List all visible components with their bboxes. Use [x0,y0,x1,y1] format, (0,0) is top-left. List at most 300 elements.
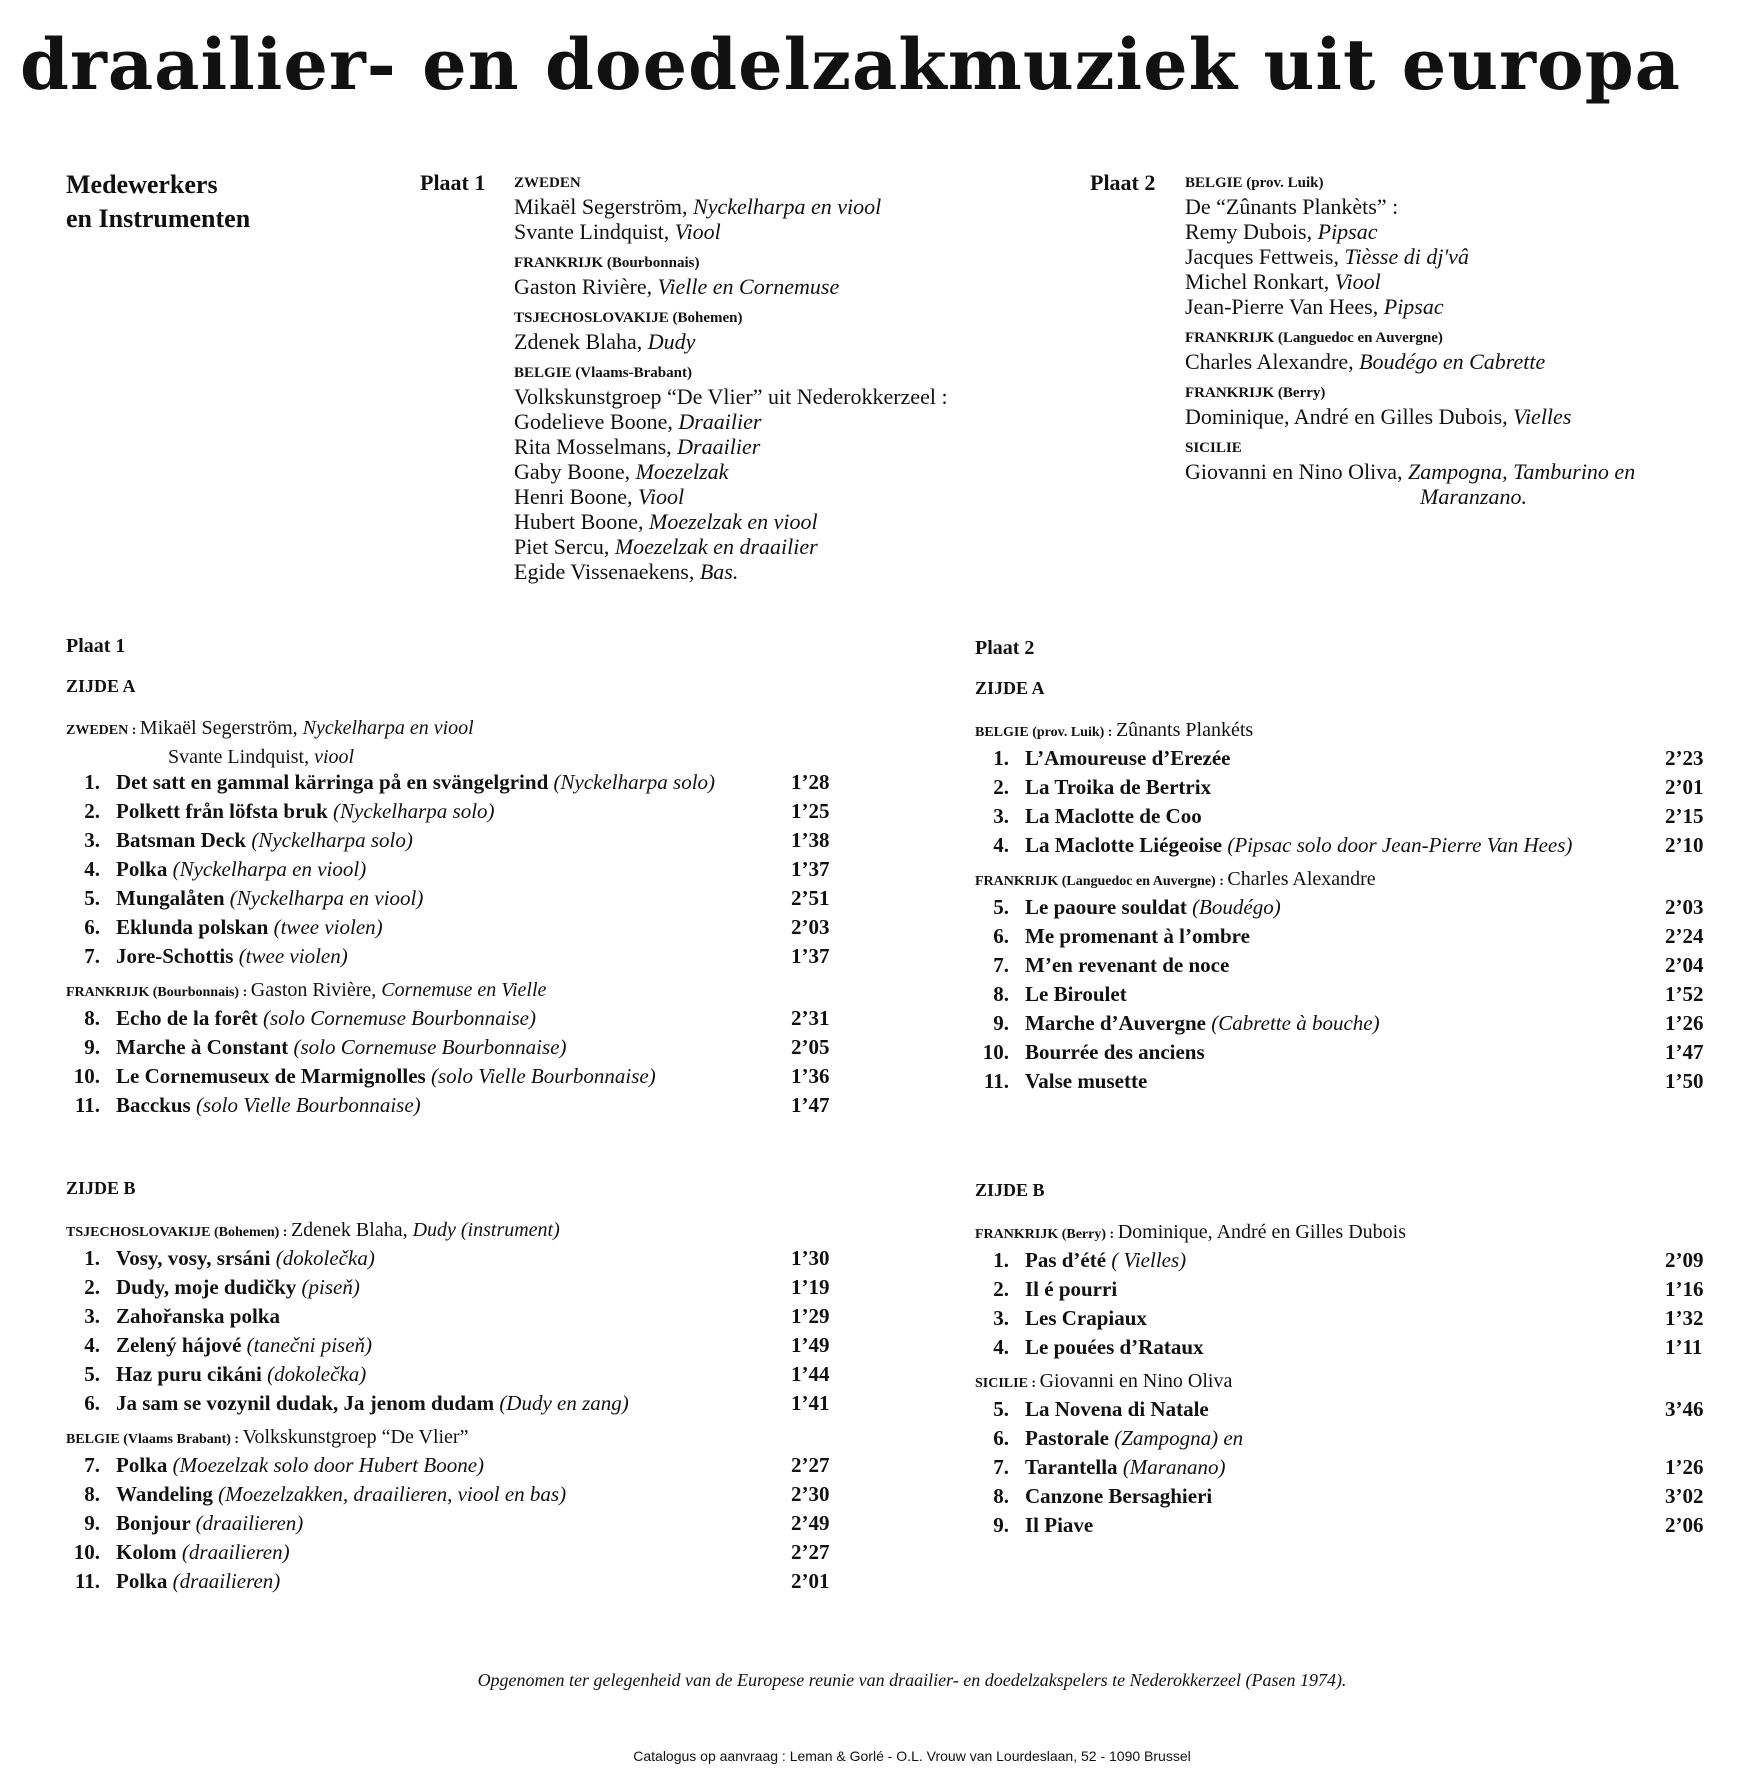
track-number: 10. [73,1064,100,1088]
group-performer: Giovanni en Nino Oliva [1039,1370,1233,1392]
track-duration: 2’27 [791,1540,830,1564]
group-heading [66,1424,866,1453]
track-number: 4. [993,833,1009,857]
track-name: Echo de la forêt [116,1006,263,1030]
group-instrument: viool [314,746,355,768]
track-name: Polka [116,1453,173,1477]
track-title [1025,1397,1209,1422]
credit-group [514,252,1054,299]
credit-group [514,172,1054,244]
track-row [975,1277,1744,1306]
credit-line [514,459,1054,484]
track-row [975,1306,1744,1335]
credit-instrument: Zampogna, Tamburino en [1408,459,1636,484]
track-name: Il é pourri [1025,1277,1118,1301]
credit-instrument: Vielle en Cornemuse [657,274,840,299]
credit-instrument: Moezelzak en viool [649,509,818,534]
track-title [116,1482,566,1507]
track-name: Jore-Schottis [116,944,239,968]
track-instrument: (draailieren) [172,1569,281,1593]
track-title [116,1275,360,1300]
credit-country: BELGIE (prov. Luik) [1185,175,1324,191]
credit-name: Remy Dubois, [1185,219,1318,244]
track-duration: 2’10 [1665,833,1704,857]
track-name: Zahořanska polka [116,1304,280,1328]
track-number: 10. [982,1040,1009,1064]
credit-name: Hubert Boone, [514,509,650,534]
track-title [1025,1248,1186,1273]
track-number: 1. [84,1246,100,1270]
group-performer: Zdenek Blaha, [290,1219,413,1241]
track-duration: 2’03 [1665,895,1704,919]
track-title [116,799,495,824]
track-row [66,886,866,915]
track-row [975,953,1744,982]
track-duration: 3’02 [1665,1484,1704,1508]
track-title [116,1362,366,1387]
group-country: FRANKRIJK (Berry) : [975,1227,1118,1242]
credit-line-continued: Maranzano. [1420,484,1527,509]
track-row [975,1513,1744,1542]
plaat1-side-b [66,1178,866,1598]
group-instrument: Nyckelharpa en viool [302,717,474,739]
track-title [116,1453,484,1478]
credit-instrument: Viool [674,219,721,244]
side-label: ZIJDE B [975,1180,1045,1200]
recording-note: Opgenomen ter gelegenheid van de Europese reunie van draailier- en doedelzakspelers te Nederokkerzeel (Pasen 1974). [477,1670,1347,1690]
track-number: 9. [84,1511,100,1535]
track-duration: 1’44 [791,1362,830,1386]
track-row [66,1362,866,1391]
credit-name: Mikaël Segerström, [514,194,694,219]
track-number: 7. [84,944,100,968]
credit-line [1185,219,1705,244]
credit-instrument: Bas. [699,559,739,584]
group-performer: Charles Alexandre [1227,868,1376,890]
track-row [975,1011,1744,1040]
track-row [66,1511,866,1540]
credit-name: Jacques Fettweis, [1185,244,1345,269]
track-title [116,915,383,940]
track-number: 8. [993,982,1009,1006]
track-row [66,1275,866,1304]
credit-group [1185,437,1705,484]
track-number: 9. [993,1011,1009,1035]
track-number: 4. [84,857,100,881]
track-name: Marche à Constant [116,1035,294,1059]
track-name: Il Piave [1025,1513,1094,1537]
group-country: FRANKRIJK (Languedoc en Auvergne) : [975,874,1228,889]
credit-line [1185,459,1705,484]
group-performer: Dominique, André en Gilles Dubois [1117,1221,1406,1243]
track-number: 8. [84,1482,100,1506]
credit-name: Zdenek Blaha, [514,329,648,354]
group-performer: Volkskunstgroep “De Vlier” [242,1426,469,1448]
track-row [66,944,866,973]
credit-line [514,534,1054,559]
track-instrument: (solo Cornemuse Bourbonnaise) [262,1006,536,1030]
credit-line [514,434,1054,459]
credit-line [514,484,1054,509]
track-number: 11. [983,1069,1009,1093]
group-heading [66,715,866,744]
track-name: Marche d’Auvergne [1025,1011,1212,1035]
track-title [1025,982,1127,1007]
track-instrument: (Nyckelharpa solo) [333,799,495,823]
track-duration: 2’04 [1665,953,1704,977]
group-country: FRANKRIJK (Bourbonnais) : [66,985,251,1000]
track-row [66,828,866,857]
credit-name: Rita Mosselmans, [514,434,678,459]
track-number: 4. [84,1333,100,1357]
track-row [66,1453,866,1482]
track-title [116,1064,656,1089]
track-title [1025,1513,1093,1538]
credit-name: Godelieve Boone, [514,409,679,434]
group-performer: Mikaël Segerström, [139,717,303,739]
track-number: 10. [73,1540,100,1564]
track-duration: 1’19 [791,1275,830,1299]
track-title [1025,895,1281,920]
track-number: 1. [993,746,1009,770]
catalog-note: Catalogus op aanvraag : Leman & Gorlé - O.L. Vrouw van Lourdeslaan, 52 - 1090 Brussel [633,1748,1191,1764]
track-name: Bacckus [116,1093,196,1117]
track-name: Pastorale [1025,1426,1115,1450]
track-title [116,1391,629,1416]
group-country: BELGIE (Vlaams Brabant) : [66,1432,243,1447]
track-duration: 2’24 [1665,924,1704,948]
side-label: ZIJDE A [66,676,136,696]
track-number: 2. [84,799,100,823]
track-title [116,1006,536,1031]
track-instrument: (solo Cornemuse Bourbonnaise) [293,1035,567,1059]
track-row [975,804,1744,833]
track-name: M’en revenant de noce [1025,953,1230,977]
track-row [66,1093,866,1122]
track-title [1025,953,1229,978]
track-number: 5. [84,886,100,910]
track-title [116,1511,303,1536]
credit-instrument: Pipsac [1383,294,1444,319]
track-title [1025,1040,1205,1065]
track-row [66,1304,866,1333]
track-instrument: (Nyckelharpa en viool) [229,886,424,910]
side-label: ZIJDE B [66,1178,136,1198]
track-duration: 2’05 [791,1035,830,1059]
credits-plaat2-list [1185,172,1705,509]
track-instrument: (twee violen) [273,915,383,939]
group-heading [975,1219,1744,1248]
track-row [975,1426,1744,1455]
track-duration: 1’11 [1665,1335,1703,1359]
credit-line [514,559,1054,584]
track-name: Tarantella [1025,1455,1123,1479]
track-row [66,1391,866,1420]
credit-instrument: Moezelzak [635,459,729,484]
track-duration: 1’38 [791,828,830,852]
track-title [1025,1277,1117,1302]
track-title [1025,1069,1147,1094]
group-country: ZWEDEN : [66,723,140,738]
track-title [116,886,423,911]
track-row [975,982,1744,1011]
credit-name: Giovanni en Nino Oliva, [1185,459,1409,484]
track-name: Canzone Bersaghieri [1025,1484,1213,1508]
track-duration: 1’37 [791,857,830,881]
track-title [116,1035,567,1060]
track-title [116,944,348,969]
track-row [66,1006,866,1035]
track-title [116,1569,280,1594]
track-name: Vosy, vosy, srsáni [116,1246,276,1270]
credit-instrument: Viool [638,484,685,509]
track-instrument: (Zampogna) en [1114,1426,1244,1450]
track-name: Mungalåten [116,886,230,910]
credits-plaat1-label: Plaat 1 [420,170,486,195]
credit-instrument: Pipsac [1317,219,1378,244]
track-instrument: (Moezelzak solo door Hubert Boone) [172,1453,485,1477]
track-name: Me promenant à l’ombre [1025,924,1250,948]
credit-name: Piet Sercu, [514,534,615,559]
plaat-label: Plaat 2 [975,637,1035,659]
credit-country: TSJECHOSLOVAKIJE (Bohemen) [514,310,743,326]
track-number: 1. [993,1248,1009,1272]
track-instrument: (Nyckelharpa solo) [251,828,413,852]
track-duration: 2’27 [791,1453,830,1477]
track-number: 6. [993,924,1009,948]
track-duration: 2’30 [791,1482,830,1506]
track-instrument: (draailieren) [181,1540,290,1564]
credit-line [514,194,1054,219]
track-row [975,1248,1744,1277]
group-heading [66,1217,866,1246]
track-instrument: (draailieren) [195,1511,304,1535]
track-duration: 1’26 [1665,1455,1704,1479]
track-number: 8. [993,1484,1009,1508]
track-duration: 1’49 [791,1333,830,1357]
group-instrument: Dudy (instrument) [412,1219,560,1241]
track-name: Polka [116,1569,173,1593]
track-duration: 1’47 [1665,1040,1704,1064]
credit-group [1185,172,1705,319]
track-row [975,1040,1744,1069]
track-duration: 1’47 [791,1093,830,1117]
track-title [116,857,366,882]
track-name: La Novena di Natale [1025,1397,1209,1421]
track-row [66,1246,866,1275]
group-heading [975,1368,1744,1397]
track-instrument: (Pipsac solo door Jean-Pierre Van Hees) [1227,833,1573,857]
track-duration: 1’32 [1665,1306,1704,1330]
credit-line [514,274,1054,299]
track-duration: 1’52 [1665,982,1704,1006]
track-duration: 2’06 [1665,1513,1704,1537]
track-row [66,1482,866,1511]
credit-line [1185,349,1705,374]
track-row [66,1035,866,1064]
side-label: ZIJDE A [975,678,1045,698]
credit-instrument: Viool [1334,269,1381,294]
credit-name: Gaby Boone, [514,459,636,484]
track-name: Ja sam se vozynil dudak, Ja jenom dudam [116,1391,500,1415]
track-instrument: (Maranano) [1122,1455,1226,1479]
track-number: 7. [993,1455,1009,1479]
credit-line [514,384,1054,409]
track-number: 7. [993,953,1009,977]
track-instrument: (Nyckelharpa solo) [553,770,716,794]
track-name: Le Cornemuseux de Marmignolles [116,1064,431,1088]
group-country: TSJECHOSLOVAKIJE (Bohemen) : [66,1225,291,1240]
track-row [66,799,866,828]
track-instrument: (twee violen) [238,944,348,968]
plaat1-side-a [66,634,866,1122]
credits-plaat2-label: Plaat 2 [1090,170,1156,195]
credit-name: De “Zûnants Plankèts” : [1185,194,1399,219]
track-name: La Maclotte de Coo [1025,804,1202,828]
track-name: Bourrée des anciens [1025,1040,1205,1064]
credit-country: FRANKRIJK (Berry) [1185,385,1326,401]
credit-instrument: Draailier [677,434,761,459]
track-row [975,895,1744,924]
track-number: 5. [84,1362,100,1386]
track-row [975,1069,1744,1098]
track-row [66,915,866,944]
track-duration: 2’49 [791,1511,830,1535]
credit-group [1185,327,1705,374]
credit-country: FRANKRIJK (Bourbonnais) [514,255,700,271]
track-row [975,924,1744,953]
track-row [66,1540,866,1569]
group-performer: Zûnants Plankéts [1115,719,1254,741]
track-title [1025,775,1211,800]
group-country: BELGIE (prov. Luik) : [975,725,1116,740]
track-row [975,1397,1744,1426]
track-duration: 1’16 [1665,1277,1704,1301]
track-title [116,1246,375,1271]
track-title [116,828,413,853]
track-duration: 1’29 [791,1304,830,1328]
track-row [975,746,1744,775]
track-number: 6. [84,915,100,939]
credit-name: Egide Vissenaekens, [514,559,700,584]
track-duration: 2’23 [1665,746,1704,770]
track-number: 5. [993,1397,1009,1421]
track-row [66,857,866,886]
track-number: 6. [84,1391,100,1415]
plaat2-side-a [975,636,1744,1098]
track-name: Les Crapiaux [1025,1306,1147,1330]
track-name: Polka [116,857,173,881]
credit-name: Svante Lindquist, [514,219,675,244]
track-row [975,1335,1744,1364]
track-duration: 2’01 [1665,775,1704,799]
credit-line [1185,269,1705,294]
track-title [1025,746,1231,771]
credit-country: ZWEDEN [514,175,581,191]
track-number: 3. [84,1304,100,1328]
track-name: Polkett från löfsta bruk [116,799,333,823]
track-instrument: ( Vielles) [1111,1248,1187,1272]
track-instrument: (Moezelzakken, draailieren, viool en bas) [218,1482,567,1506]
credit-name: Volkskunstgroep “De Vlier” uit Nederokkerzeel : [514,384,948,409]
track-row [975,1484,1744,1513]
track-number: 2. [993,775,1009,799]
credits-plaat1-list [514,172,1054,592]
track-name: Eklunda polskan [116,915,274,939]
group-heading [66,977,866,1006]
track-name: Dudy, moje dudičky [116,1275,302,1299]
credit-group [1185,382,1705,429]
track-number: 8. [84,1006,100,1030]
credit-group [514,307,1054,354]
track-number: 5. [993,895,1009,919]
track-name: La Troika de Bertrix [1025,775,1212,799]
track-title [116,1333,372,1358]
credit-name: Henri Boone, [514,484,639,509]
track-name: Le pouées d’Rataux [1025,1335,1204,1359]
track-number: 7. [84,1453,100,1477]
group-instrument: Cornemuse en Vielle [381,979,547,1001]
credits-heading-line2: en Instrumenten [66,204,251,233]
credit-line [1185,294,1705,319]
track-title [1025,1011,1380,1036]
track-instrument: (dokolečka) [275,1246,375,1270]
track-title [116,1093,421,1118]
group-heading [975,717,1744,746]
track-duration: 2’09 [1665,1248,1704,1272]
credit-name: Charles Alexandre, [1185,349,1360,374]
credit-instrument: Tièsse di dj'vâ [1344,244,1469,269]
track-title [116,1304,280,1329]
track-name: Pas d’été [1025,1248,1112,1272]
track-title [1025,833,1572,858]
track-number: 9. [993,1513,1009,1537]
credit-line [514,219,1054,244]
track-instrument: (Nyckelharpa en viool) [172,857,367,881]
track-name: Kolom [116,1540,182,1564]
group-heading [975,866,1744,895]
album-title: draailier- en doedelzakmuziek uit europa [20,23,1682,106]
credit-instrument: Nyckelharpa en viool [693,194,882,219]
track-instrument: (Cabrette à bouche) [1211,1011,1380,1035]
track-name: Le Biroulet [1025,982,1127,1006]
plaat2-side-b [975,1180,1744,1542]
track-number: 3. [993,1306,1009,1330]
track-number: 3. [993,804,1009,828]
track-duration: 2’51 [791,886,830,910]
credit-instrument: Dudy [647,329,696,354]
track-duration: 2’15 [1665,804,1704,828]
credit-instrument: Draailier [678,409,762,434]
track-instrument: (solo Vielle Bourbonnaise) [195,1093,421,1117]
track-duration: 2’31 [791,1006,830,1030]
track-row [66,1569,866,1598]
track-number: 11. [74,1093,100,1117]
track-duration: 1’36 [791,1064,830,1088]
credit-line [1185,244,1705,269]
track-duration: 1’41 [791,1391,830,1415]
credit-group [514,362,1054,584]
track-number: 2. [84,1275,100,1299]
track-instrument: (tanečni piseň) [246,1333,373,1357]
track-title [116,770,715,795]
track-duration: 2’03 [791,915,830,939]
credit-name: Gaston Rivière, [514,274,658,299]
credit-instrument: Moezelzak en draailier [614,534,818,559]
track-duration: 1’50 [1665,1069,1704,1093]
credit-name: Jean-Pierre Van Hees, [1185,294,1384,319]
track-name: Valse musette [1025,1069,1148,1093]
